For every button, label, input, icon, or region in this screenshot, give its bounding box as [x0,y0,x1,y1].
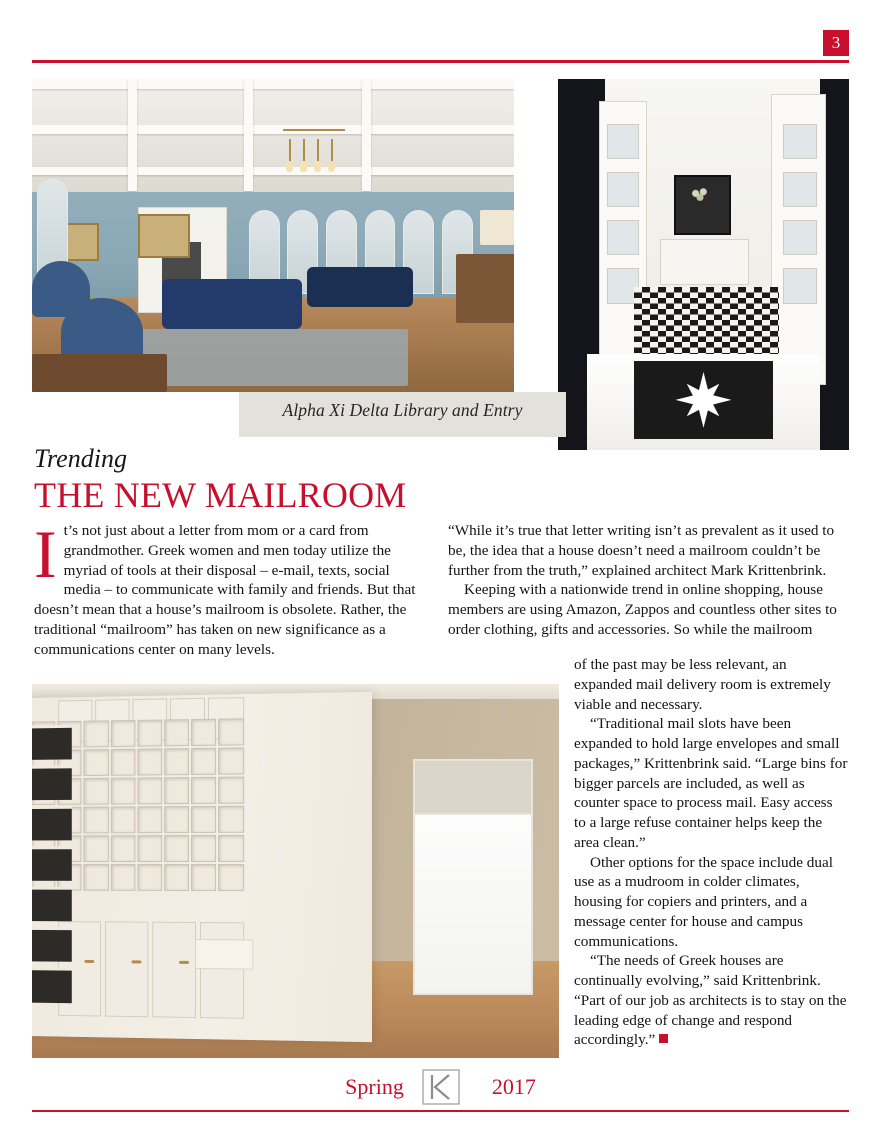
framed-artwork [138,214,190,259]
footer-rule [32,1110,849,1112]
mail-slot [84,864,109,891]
mail-slot [111,864,136,891]
paragraph: “While it’s true that letter writing isn’t as prevalent as it used to be, the idea that a house doesn’t need a mailroom couldn’t be further from the truth,” explained architect Mark Krittenbrink. [448,522,835,579]
mail-slot [111,807,136,834]
paragraph-text: “The needs of Greek houses are continually evolving,” said Krittenbrink. “Part of our job as architects is to stay on the leading edge of change and respond accordingly.” [574,952,847,1049]
intro-column [34,516,427,659]
door-lite [607,220,638,255]
ceiling-beam [128,79,137,191]
door-lite [783,124,817,159]
mail-cabinet-unit [32,692,372,1042]
cabinet-door [200,922,244,1019]
mail-slot [84,807,109,834]
mail-slot [219,864,244,891]
mail-slot [138,720,163,747]
article-headline: THE NEW MAILROOM [34,475,407,515]
checkerboard-floor [634,287,780,361]
table-lamp [480,210,514,244]
cabinet-door [105,922,148,1018]
mail-slot [138,835,163,862]
end-mark-icon [659,1034,668,1043]
drop-cap: I [34,516,57,592]
mail-slot [219,777,244,804]
mail-slot [192,777,217,804]
lead-paragraph: t’s not just about a letter from mom or a card from grandmother. Greek women and men today utilize the myriad of tools at their disposal – e-mail, texts, social media – to communicate with family and friends. But that doesn’t mean that a house’s mailroom is obsolete. Rather, the traditional “mailroom” has taken on new significance as a communications center on many levels. [34,522,416,658]
mail-slot [84,721,109,748]
mail-slot [192,864,217,891]
ceiling-beam [32,167,514,175]
mail-slot [165,835,190,862]
shelf [32,806,72,841]
mail-slot [111,749,136,776]
radiator-cover [660,239,749,286]
k-monogram-logo [421,1068,461,1106]
mail-slot [165,806,190,833]
mail-slot [84,749,109,776]
article-kicker: Trending [34,444,127,473]
accent-chair [32,261,90,317]
door-lite [607,124,638,159]
cabinet-door [152,922,196,1019]
mail-slot [219,835,244,862]
ceiling [32,79,514,198]
shelf [32,765,72,800]
mail-slot [111,720,136,747]
mail-slot [138,749,163,776]
counter-bench [195,940,253,970]
mail-slot [84,836,109,863]
mail-slot [111,836,136,863]
mail-slot [192,835,217,862]
mail-slot [192,806,217,833]
mail-slot [165,777,190,804]
sideboard-cabinet [456,254,514,323]
mail-slot [219,806,244,833]
ceiling-beam [32,79,514,89]
footer-year: 2017 [491,1074,536,1099]
mail-slot [165,748,190,775]
footer-season: Spring [345,1074,404,1099]
photo-caption: Alpha Xi Delta Library and Entry [282,400,523,420]
mail-slot [192,719,217,746]
open-shelving [32,725,72,1003]
mail-slot [219,719,244,746]
shelf [32,725,72,760]
mail-slot [84,778,109,805]
mail-slot [219,748,244,775]
sofa [307,267,413,308]
flower-arrangement [689,187,711,203]
floor-medallion [634,361,774,439]
door-lite [783,172,817,207]
page-footer [0,1066,881,1112]
shelf [32,927,72,962]
body-column-bottom-right [574,655,848,1050]
mailroom-photo [32,684,559,1058]
console-table [32,354,167,392]
paragraph [574,951,848,1050]
door-lite [783,220,817,255]
door-lite [783,268,817,303]
mail-slot [138,864,163,891]
paragraph: Keeping with a nationwide trend in online shopping, house members are using Amazon, Zappos and countless other sites to order clothing, gifts and accessories. So while the mailroom [448,581,837,638]
roman-shade [413,759,533,815]
door-lite [607,172,638,207]
base-cabinets [58,922,244,1020]
page-number-badge: 3 [823,30,849,56]
ceiling-beam [362,79,371,191]
shelf [32,968,72,1003]
mail-slot [138,778,163,805]
mail-slot [165,719,190,746]
body-column-top-right [448,521,848,640]
sofa [162,279,302,329]
wall-mirror [674,175,730,235]
mail-slot [138,807,163,834]
library-photo [32,79,514,392]
entry-photo [558,79,849,450]
ceiling-beam [32,125,514,134]
ceiling-beam [244,79,253,191]
mail-slot [192,748,217,775]
header-rule [32,60,849,63]
paragraph: “Traditional mail slots have been expanded to hold large envelopes and small packages,” Krittenbrink said. “Large bins for bigger parcels are included, as well as counter space to process mail. Easy access to a large refuse container helps keep the area clean.” [574,715,848,851]
mail-slot [165,864,190,891]
mail-slot [111,778,136,805]
shelf [32,887,72,922]
chandelier [283,129,345,175]
shelf [32,846,72,881]
paragraph: Other options for the space include dual use as a mudroom in colder climates, housing for copiers and printers, and a message center for house and campus communications. [574,853,833,950]
paragraph: of the past may be less relevant, an expanded mail delivery room is extremely viable and necessary. [574,656,831,713]
